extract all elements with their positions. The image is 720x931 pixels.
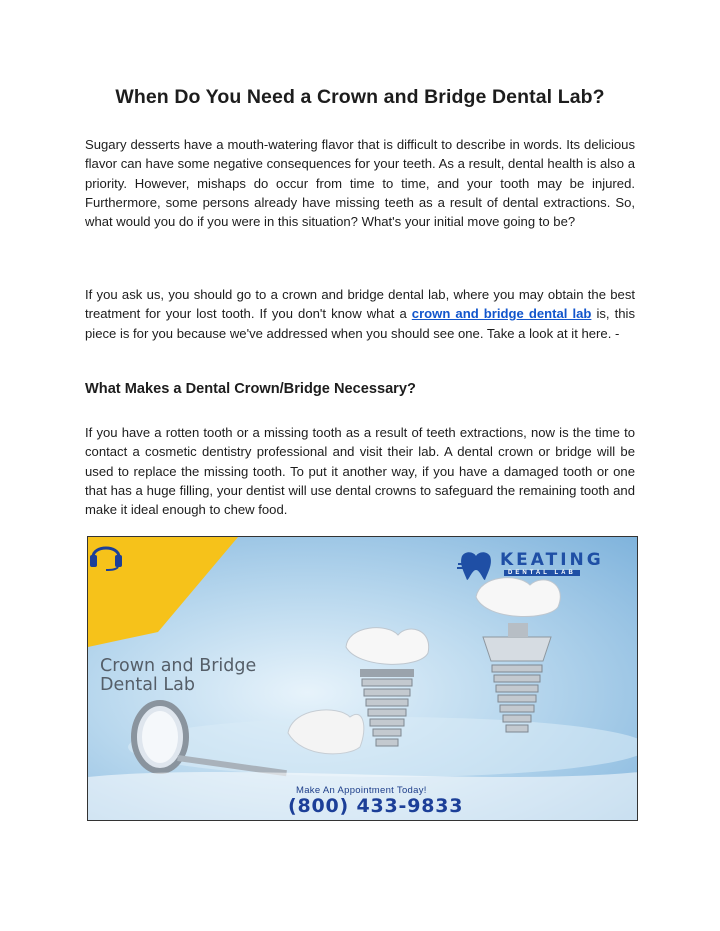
implant-with-crown-icon [476, 578, 560, 732]
brand-logo [456, 550, 626, 582]
paragraph-intro: Sugary desserts have a mouth-watering flavor that is difficult to describe in words. Its delicious flavor can have some negative consequences for your teeth. As a result, dental health is also a priority. However, mishaps do occur from time to time, and your tooth may be injured. Furthermore, some persons already have missing teeth as a result of dental extractions. So, what would you do if you were in this situation? What's your initial move going to be? [85, 137, 635, 230]
paragraph-lab [85, 285, 635, 343]
banner-title: Crown and Bridge Dental Lab [100, 656, 257, 695]
paragraph-text-after-link: is, this piece is for you because we've addressed when you should see one. Take a look at it here. - [85, 306, 635, 341]
tooth-logo-icon [456, 550, 496, 582]
page-title: When Do You Need a Crown and Bridge Dental Lab? [115, 86, 605, 108]
appointment-text: Make An Appointment Today! [296, 785, 427, 796]
logo-subtitle: DENTAL LAB [504, 570, 580, 576]
logo-name: KEATING [500, 550, 604, 570]
paragraph-necessary: If you have a rotten tooth or a missing tooth as a result of teeth extractions, now is the time to contact a cosmetic dentistry professional and visit their lab. A dental crown or bridge will be used to replace the missing tooth. To put it another way, if you have a damaged tooth or one that has a huge filling, your dentist will use dental crowns to safeguard the remaining tooth and make it ideal enough to chew food. [85, 425, 635, 518]
paragraph-text-before-link: If you ask us, you should go to a crown and bridge dental lab, where you may obtain the best treatment for your lost tooth. If you don't know what a [85, 287, 635, 322]
crown-bridge-lab-link[interactable]: crown and bridge dental lab [411, 306, 592, 322]
advertisement-banner [87, 536, 638, 821]
headset-icon [88, 537, 124, 571]
section-heading: What Makes a Dental Crown/Bridge Necessary? [85, 381, 416, 397]
phone-number[interactable]: (800) 433-9833 [288, 795, 464, 817]
